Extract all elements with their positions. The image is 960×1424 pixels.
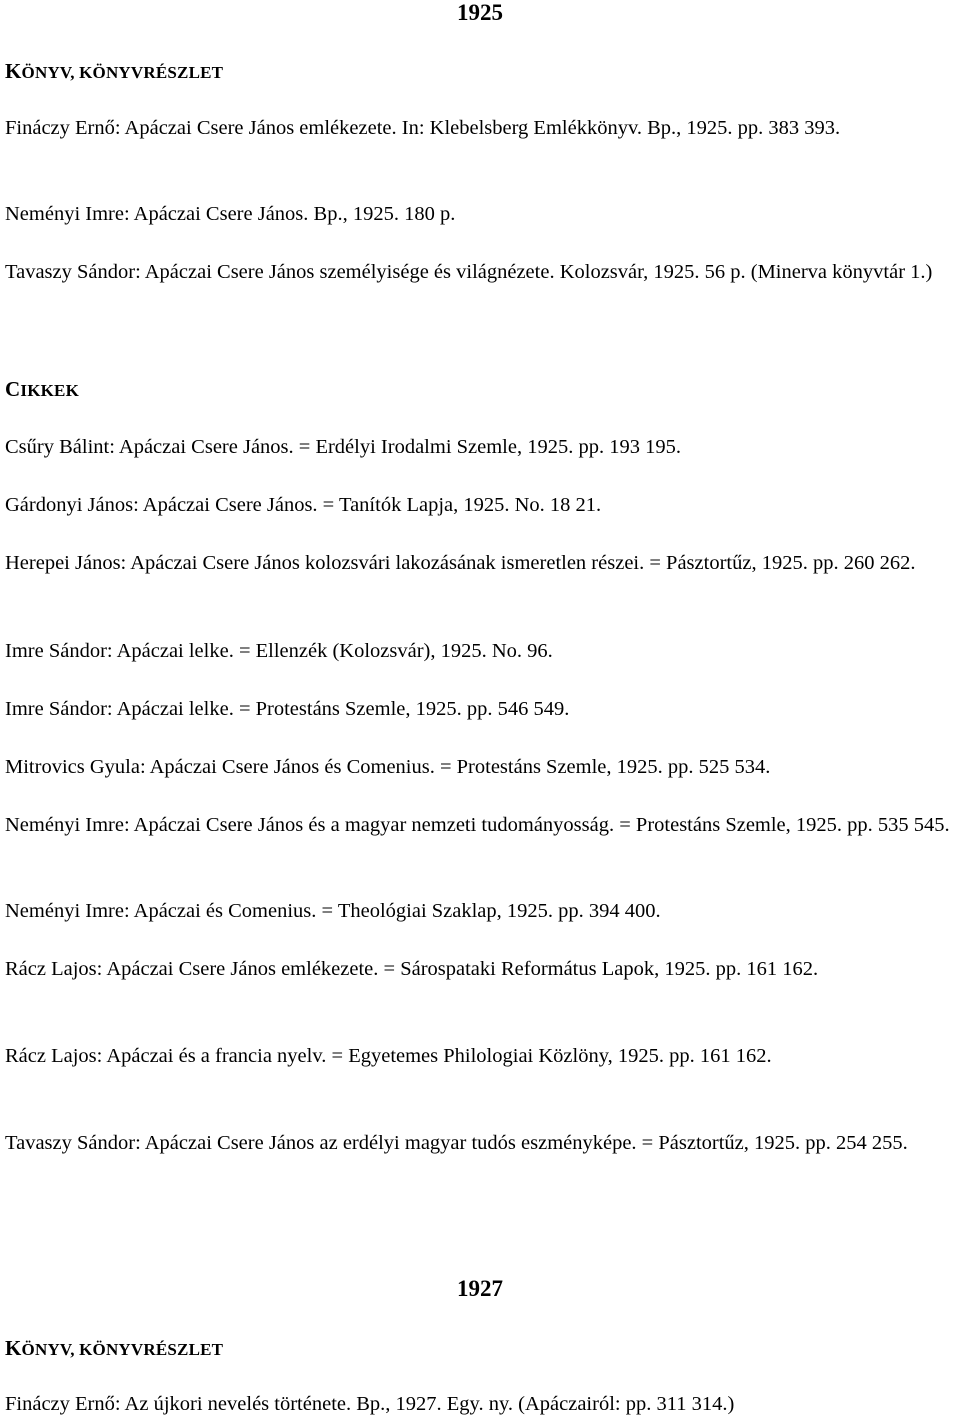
bibliography-entry: Rácz Lajos: Apáczai Csere János emlékezete. = Sárospataki Református Lapok, 1925. pp. 161 162. — [5, 958, 819, 980]
bibliography-entry: Gárdonyi János: Apáczai Csere János. = Tanítók Lapja, 1925. No. 18 21. — [5, 494, 602, 516]
bibliography-entry: Fináczy Ernő: Az újkori nevelés története. Bp., 1927. Egy. ny. (Apáczairól: pp. 311 314.) — [5, 1393, 735, 1415]
bibliography-entry: Rácz Lajos: Apáczai és a francia nyelv. = Egyetemes Philologiai Közlöny, 1925. pp. 161 162. — [5, 1045, 772, 1067]
heading-initial: K — [5, 59, 22, 83]
heading-initial: K — [5, 1336, 22, 1360]
heading-rest: ÖNYV, KÖNYVRÉSZLET — [21, 63, 224, 82]
bibliography-entry: Tavaszy Sándor: Apáczai Csere János személyisége és világnézete. Kolozsvár, 1925. 56 p. (Minerva könyvtár 1.) — [5, 261, 933, 283]
bibliography-entry: Neményi Imre: Apáczai Csere János. Bp., 1925. 180 p. — [5, 203, 456, 225]
heading-initial: C — [5, 377, 21, 401]
section-heading-books-1925 — [5, 60, 955, 84]
bibliography-entry: Neményi Imre: Apáczai és Comenius. = Theológiai Szaklap, 1925. pp. 394 400. — [5, 900, 661, 922]
bibliography-entry: Imre Sándor: Apáczai lelke. = Ellenzék (Kolozsvár), 1925. No. 96. — [5, 640, 553, 662]
bibliography-entry: Herepei János: Apáczai Csere János kolozsvári lakozásának ismeretlen részei. = Pásztortűz, 1925. pp. 260 262. — [5, 552, 916, 574]
year-heading-1927: 1927 — [457, 1276, 503, 1301]
bibliography-entry: Tavaszy Sándor: Apáczai Csere János az erdélyi magyar tudós eszményképe. = Pásztortűz, 1925. pp. 254 255. — [5, 1132, 908, 1154]
bibliography-entry: Fináczy Ernő: Apáczai Csere János emlékezete. In: Klebelsberg Emlékkönyv. Bp., 1925. pp. 383 393. — [5, 117, 841, 139]
section-heading-books-1927 — [5, 1337, 955, 1361]
section-heading-articles-1925 — [5, 378, 955, 402]
bibliography-entry: Imre Sándor: Apáczai lelke. = Protestáns Szemle, 1925. pp. 546 549. — [5, 698, 570, 720]
heading-rest: ÖNYV, KÖNYVRÉSZLET — [21, 1340, 224, 1359]
heading-rest: IKKEK — [20, 381, 79, 400]
year-heading-1925: 1925 — [457, 0, 503, 25]
bibliography-entry: Neményi Imre: Apáczai Csere János és a magyar nemzeti tudományosság. = Protestáns Szemle, 1925. pp. 535 545. — [5, 814, 950, 836]
bibliography-entry: Mitrovics Gyula: Apáczai Csere János és Comenius. = Protestáns Szemle, 1925. pp. 525 534. — [5, 756, 771, 778]
bibliography-entry: Csűry Bálint: Apáczai Csere János. = Erdélyi Irodalmi Szemle, 1925. pp. 193 195. — [5, 436, 681, 458]
